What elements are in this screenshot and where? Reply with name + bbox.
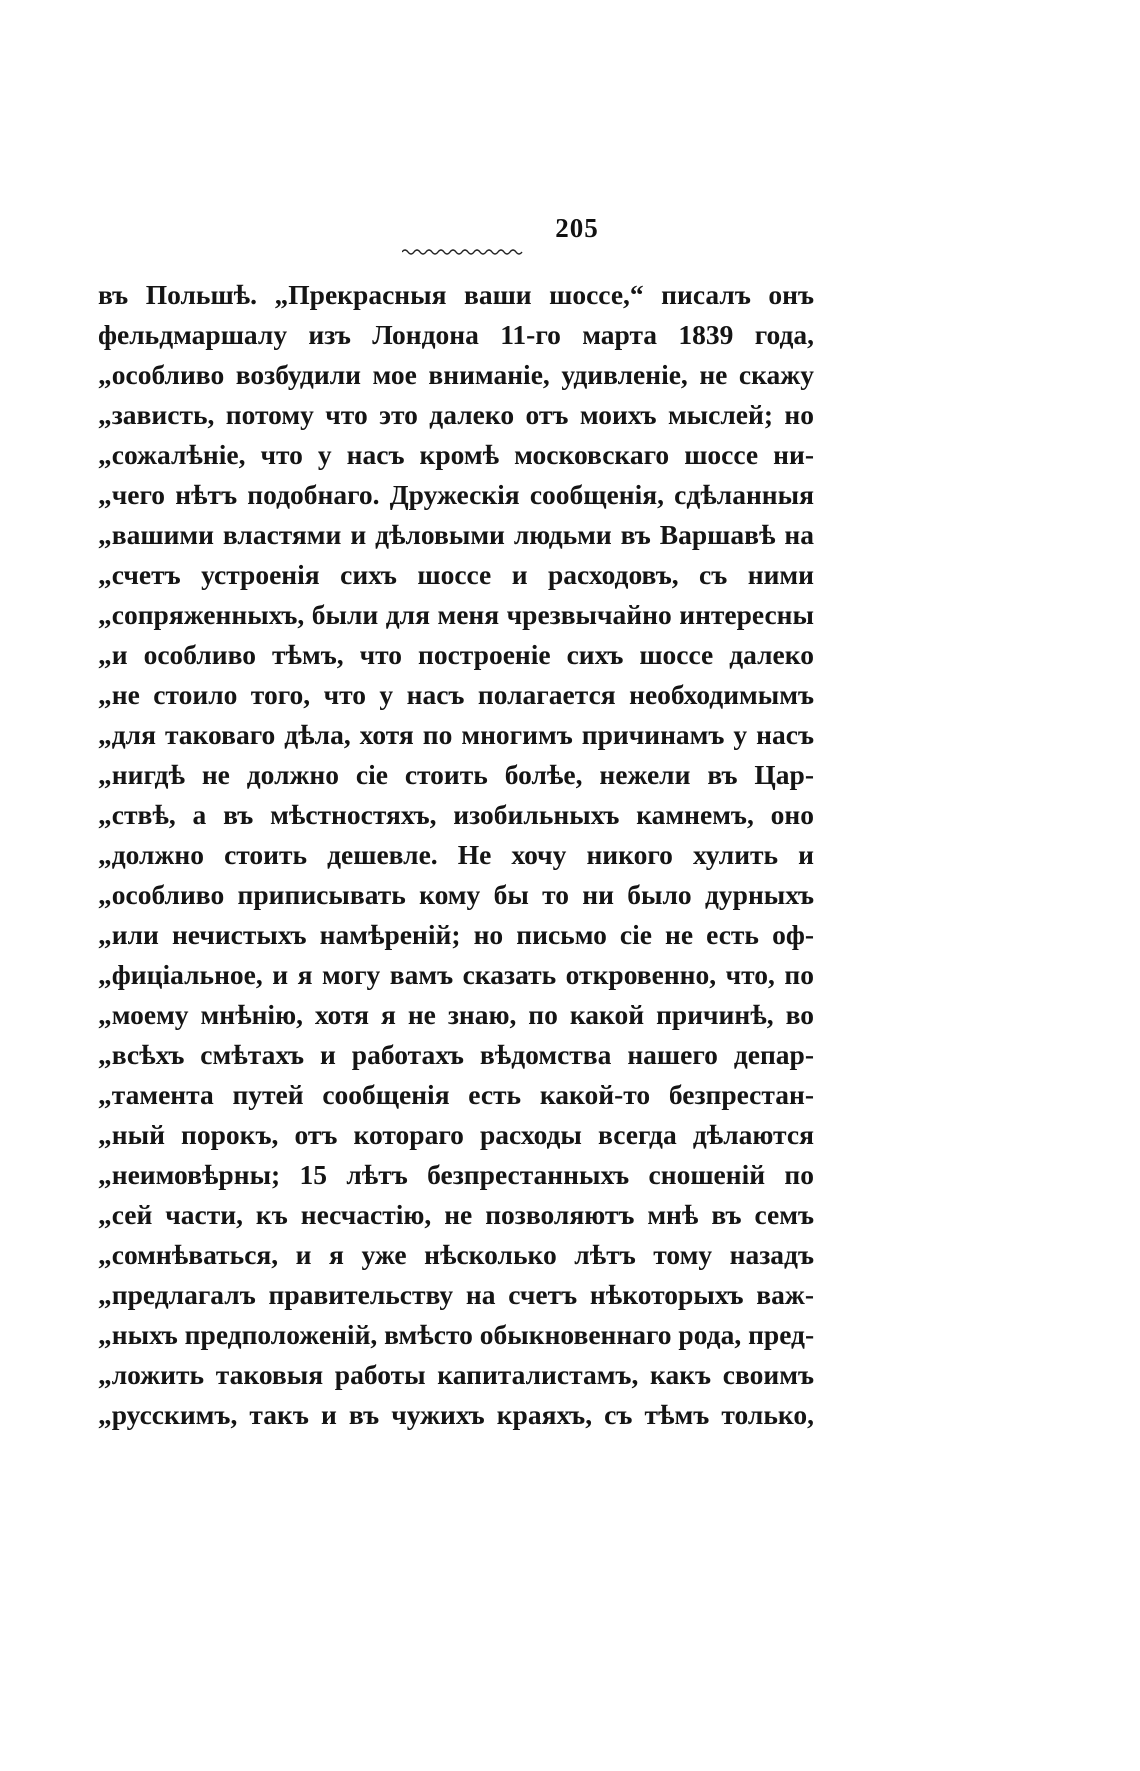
text-line: „ныхъ предположеній, вмѣсто обыкновеннаго рода, пред- bbox=[98, 1319, 814, 1350]
text-line: фельдмаршалу изъ Лондона 11-го марта 1839 года, bbox=[98, 319, 814, 350]
text-line: „предлагалъ правительству на счетъ нѣкоторыхъ важ- bbox=[98, 1279, 814, 1310]
text-line: „сомнѣваться, и я уже нѣсколько лѣтъ тому назадъ bbox=[98, 1239, 814, 1270]
text-line: „тамента путей сообщенія есть какой-то безпрестан- bbox=[98, 1079, 814, 1110]
body-text bbox=[98, 275, 814, 1435]
text-line: „вашими властями и дѣловыми людьми въ Варшавѣ на bbox=[98, 519, 814, 550]
wavy-underline-ornament bbox=[402, 247, 524, 257]
text-line: „всѣхъ смѣтахъ и работахъ вѣдомства нашего депар- bbox=[98, 1039, 814, 1070]
text-line: „сопряженныхъ, были для меня чрезвычайно интересны bbox=[98, 599, 814, 630]
text-line: „ный порокъ, отъ котораго расходы всегда дѣлаются bbox=[98, 1119, 814, 1150]
text-line: „чего нѣтъ подобнаго. Дружескія сообщенія, сдѣланныя bbox=[98, 479, 814, 510]
text-line: „для таковаго дѣла, хотя по многимъ причинамъ у насъ bbox=[98, 719, 814, 750]
text-line: „ложить таковыя работы капиталистамъ, какъ своимъ bbox=[98, 1359, 814, 1390]
text-line: „и особливо тѣмъ, что построеніе сихъ шоссе далеко bbox=[98, 639, 814, 670]
text-line: въ Польшѣ. „Прекрасныя ваши шоссе,“ писалъ онъ bbox=[98, 279, 814, 310]
text-line: „особливо приписывать кому бы то ни было дурныхъ bbox=[98, 879, 814, 910]
text-line: „счетъ устроенія сихъ шоссе и расходовъ, съ ними bbox=[98, 559, 814, 590]
page-number: 205 bbox=[555, 213, 599, 243]
text-line: „должно стоить дешевле. Не хочу никого хулить и bbox=[98, 839, 814, 870]
text-line: „или нечистыхъ намѣреній; но письмо сіе не есть оф- bbox=[98, 919, 814, 950]
text-line: „неимовѣрны; 15 лѣтъ безпрестанныхъ сношеній по bbox=[98, 1159, 814, 1190]
text-line: „сожалѣніе, что у насъ кромѣ московскаго шоссе ни- bbox=[98, 439, 814, 470]
text-line: „русскимъ, такъ и въ чужихъ краяхъ, съ тѣмъ только, bbox=[98, 1399, 814, 1430]
text-line: „ствѣ, а въ мѣстностяхъ, изобильныхъ камнемъ, оно bbox=[98, 799, 814, 830]
text-line: „фиціальное, и я могу вамъ сказать откровенно, что, по bbox=[98, 959, 814, 990]
text-line: „моему мнѣнію, хотя я не знаю, по какой причинѣ, во bbox=[98, 999, 814, 1030]
text-line: „особливо возбудили мое вниманіе, удивленіе, не скажу bbox=[98, 359, 814, 390]
text-line: „сей части, къ несчастію, не позволяютъ мнѣ въ семъ bbox=[98, 1199, 814, 1230]
text-line: „зависть, потому что это далеко отъ моихъ мыслей; но bbox=[98, 399, 814, 430]
text-line: „не стоило того, что у насъ полагается необходимымъ bbox=[98, 679, 814, 710]
page-header bbox=[0, 213, 1140, 243]
text-line: „нигдѣ не должно сіе стоить болѣе, нежели въ Цар- bbox=[98, 759, 814, 790]
